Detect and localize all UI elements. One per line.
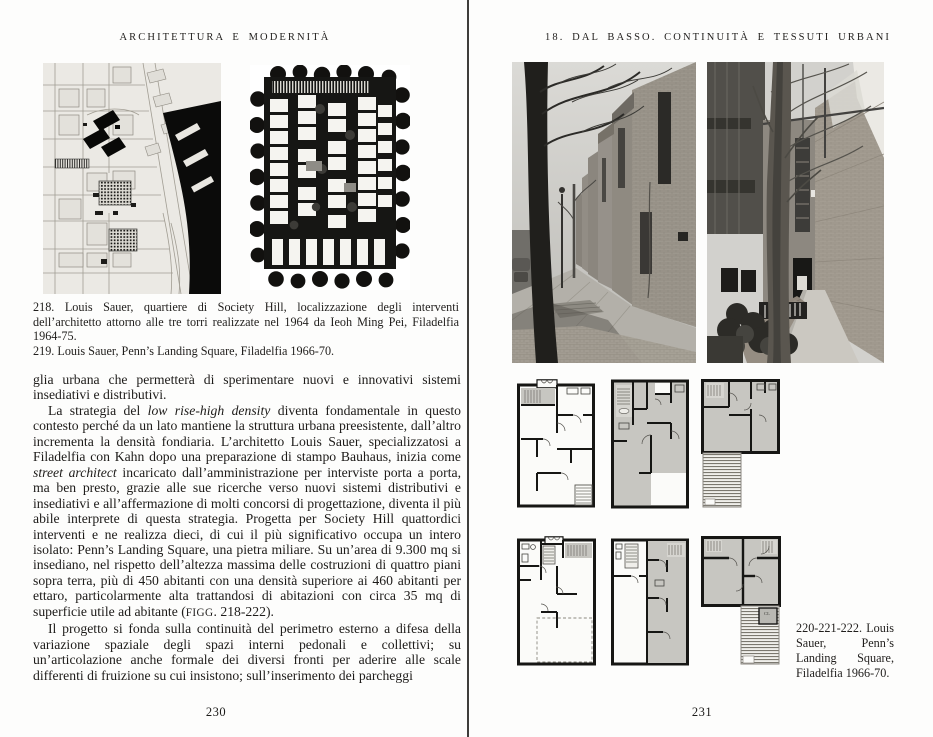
body-p2-italic-street-architect: street architect [33,464,117,480]
body-p2-seg1: La strategia del [48,402,148,418]
site-plan-drawing [250,65,410,290]
floor-plan-6 [701,536,781,667]
figure-220-street-photo [512,62,696,363]
left-caption-block [33,300,459,358]
floor-plan-1 [517,379,595,510]
figure-221-walkway-photo [707,62,884,363]
left-running-head: ARCHITETTURA E MODERNITÀ [119,32,331,43]
floor-plan-3 [701,379,781,510]
figure-222-plan-3 [701,379,781,510]
caption-218: 218. Louis Sauer, quartiere di Society Hill, localizzazione degli interventi dell’architetto attorno alle tre torri realizzate nel 1964 da Ieoh Ming Pei, Filadelfia 1964-75. [33,300,459,344]
plan-closet-label: CL [764,611,770,616]
body-p2-seg3: diventa fondamentale in questo contesto perché da un lato mantiene la struttura urbana preesistente, dall’altro incrementa la densità fondiaria. L’architetto Louis Sauer, specializzatosi a Filadelfia con Kahn dopo una preparazione di stampo Bauhaus, inizia come [33,402,461,465]
street-photo [512,62,696,363]
figure-222-plan-5 [611,536,689,667]
body-text-column [33,372,461,683]
right-page-number: 231 [691,705,713,719]
figure-222-plan-2 [611,379,689,510]
caption-219: 219. Louis Sauer, Penn’s Landing Square, Filadelfia 1966-70. [33,343,335,358]
body-p2-seg7: . 218-222). [213,603,274,619]
caption-220-221-222: 220-221-222. Louis Sauer, Penn’s Landing Square, Filadelfia 1966-70. [796,621,894,680]
body-paragraph-1: glia urbana che permetterà di sperimentare nuovi e innovativi sistemi insediativi e distributivi. [33,372,461,403]
figure-222-plan-6 [701,536,781,667]
body-paragraph-2 [33,403,461,621]
city-map-drawing [43,63,221,294]
body-paragraph-3: Il progetto si fonda sulla continuità del perimetro esterno a difesa della variazione spaziale degli spazi interni pedonali e collettivi; su un’articolazione anche formale dei diversi fronti per aderire alle scale differenti di fruizione su cui insistono; sull’inserimento dei parcheggi [33,621,461,683]
left-page-number: 230 [205,705,227,719]
walkway-photo [707,62,884,363]
body-p2-italic-low-rise: low rise-high density [147,402,271,418]
figure-222-plan-4 [517,536,596,667]
floor-plan-4 [517,536,596,667]
right-caption-block [796,621,894,681]
floor-plan-2 [611,379,689,510]
figure-218-city-map [43,63,221,294]
figure-222-plan-1 [517,379,595,510]
body-p2-seg5: incaricato dall’amministrazione per interviste porta a porta, ma ben presto, grazie alle sue ricerche verso nuovi sistemi distributivi e insediativi e all’affermazione di molti concorsi di progettazione, diventa il più abile interprete di questa strategia. Progetta per Society Hill quattordici interventi e ne realizza dieci, di cui il più significativo occupa un intero isolato: Penn’s Landing Square, una pietra miliare. Su un’area di 9.300 mq si insediano, nel rispetto dell’altezza massima delle costruzioni di quattro piani sopra terra, più di 450 abitanti con una densità superiore ai 460 abitanti per ettaro, particolarmente alta trattandosi di abitazioni con circa 35 mq di superficie utile ad abitante ( [33,464,461,619]
floor-plan-5 [611,536,689,667]
figure-219-site-plan [250,65,410,290]
body-p2-figg-smallcaps: FIGG [185,606,214,619]
gutter-divider [467,0,469,737]
right-running-head: 18. DAL BASSO. CONTINUITÀ E TESSUTI URBANI [545,32,891,43]
